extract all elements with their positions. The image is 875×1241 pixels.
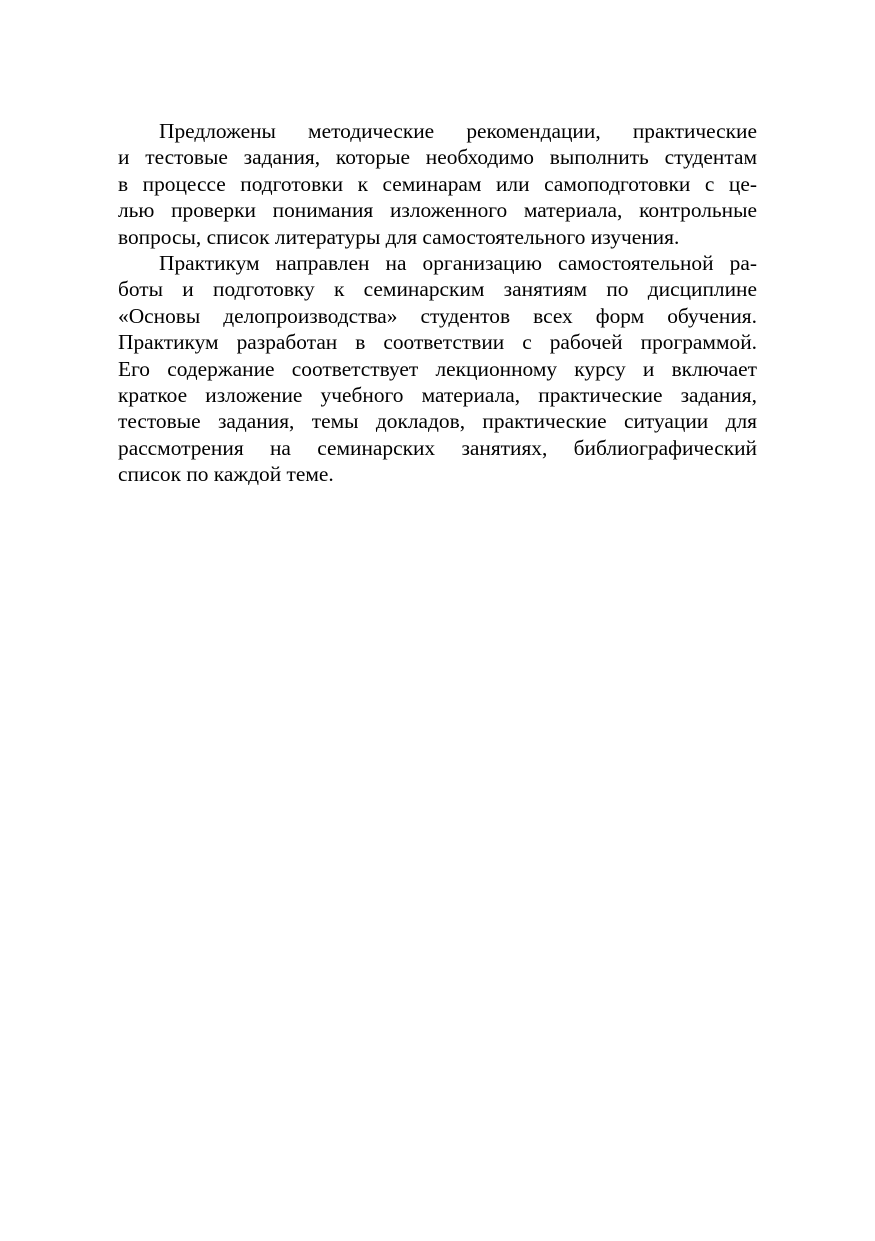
text-line: Его содержание соответствует лекционному курсу и включает [118, 356, 757, 381]
text-line: краткое изложение учебного материала, практические задания, [118, 383, 757, 408]
text-line: список по каждой теме. [118, 462, 334, 487]
text-line: боты и подготовку к семинарским занятиям по дисциплине [118, 277, 757, 302]
text-line: в процессе подготовки к семинарам или самоподготовки с це- [118, 171, 757, 196]
paragraph-intro [118, 118, 757, 250]
text-line: вопросы, список литературы для самостоятельного изучения. [118, 224, 680, 249]
text-line: рассмотрения на семинарских занятиях, библиографический [118, 435, 757, 460]
text-line: и тестовые задания, которые необходимо выполнить студентам [118, 145, 757, 170]
text-line: лью проверки понимания изложенного материала, контрольные [118, 198, 757, 223]
text-line: Предложены методические рекомендации, практические [159, 119, 757, 143]
text-line: Практикум разработан в соответствии с рабочей программой. [118, 330, 757, 355]
body-text [118, 118, 757, 488]
text-line: Практикум направлен на организацию самостоятельной ра- [159, 251, 757, 276]
paragraph-practicum [118, 250, 757, 488]
text-line: «Основы делопроизводства» студентов всех форм обучения. [118, 303, 757, 328]
text-line: тестовые задания, темы докладов, практические ситуации для [118, 409, 757, 434]
